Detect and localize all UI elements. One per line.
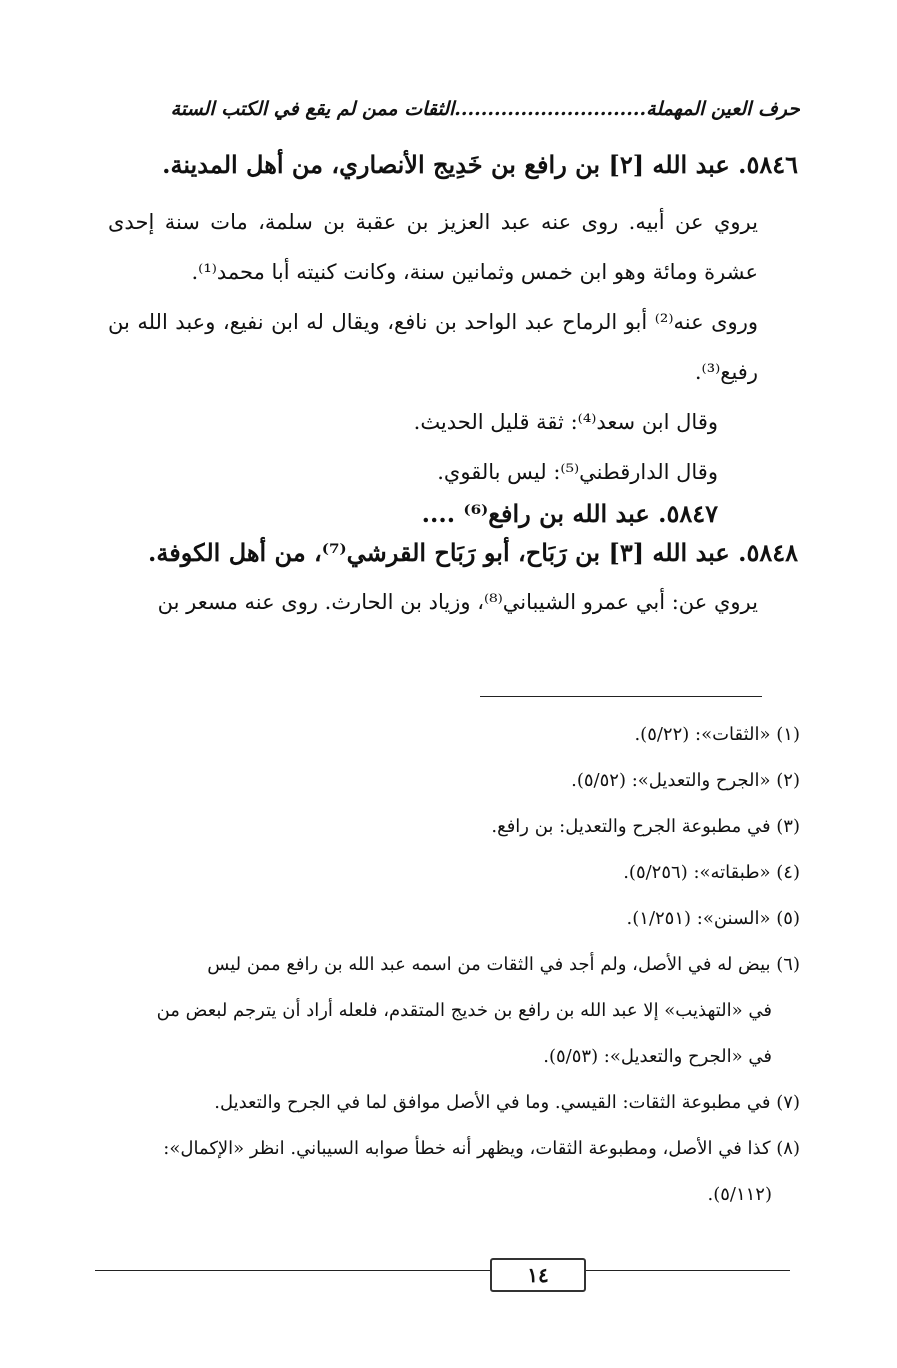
footnote-3: (٣) في مطبوعة الجرح والتعديل: بن رافع. [491, 816, 800, 837]
footer-rule [95, 1270, 790, 1271]
entry-5847-title: ٥٨٤٧. عبد الله بن رافع⁽⁶⁾ .... [421, 499, 718, 528]
footnote-8-line-2: (٥/١١٢). [707, 1184, 772, 1205]
entry-5846-daraqutni-quote: وقال الدارقطني⁽⁵⁾: ليس بالقوي. [437, 460, 718, 484]
entry-5846-ibn-saad-quote: وقال ابن سعد⁽⁴⁾: ثقة قليل الحديث. [413, 410, 718, 434]
footnote-separator [480, 696, 762, 697]
entry-5846-paragraph-2: وروى عنه⁽²⁾ أبو الرماح عبد الواحد بن نافع، ويقال له ابن نفيع، وعبد الله بن رفيع⁽³⁾. [108, 310, 758, 384]
footnote-8-line-1: (٨) كذا في الأصل، ومطبوعة الثقات، ويظهر أنه خطأ صوابه السيباني. انظر «الإكمال»: [163, 1138, 800, 1159]
entry-5848-paragraph-1: يروي عن: أبي عمرو الشيباني⁽⁸⁾، وزياد بن الحارث. روى عنه مسعر بن [157, 590, 758, 614]
footnote-7: (٧) في مطبوعة الثقات: القيسي. وما في الأصل موافق لما في الجرح والتعديل. [214, 1092, 800, 1113]
footnote-6-line-2: في «التهذيب» إلا عبد الله بن رافع بن خديج المتقدم، فلعله أراد أن يترجم لبعض من [156, 1000, 772, 1021]
footnote-6-line-1: (٦) بيض له في الأصل، ولم أجد في الثقات من اسمه عبد الله بن رافع ممن ليس [207, 954, 800, 975]
main-text [108, 150, 798, 627]
running-header: حرف العين المهملة.............................الثقات ممن لم يقع في الكتب الستة [170, 98, 800, 120]
footnote-4: (٤) «طبقاته»: (٥/٢٥٦). [623, 862, 800, 883]
page-number: ١٤ [490, 1258, 586, 1292]
footnote-6-line-3: في «الجرح والتعديل»: (٥/٥٣). [543, 1046, 772, 1067]
page-footer [95, 1258, 790, 1298]
entry-5846-paragraph-1: يروي عن أبيه. روى عنه عبد العزيز بن عقبة بن سلمة، مات سنة إحدى عشرة ومائة وهو ابن خمس وثمانين سنة، وكانت كنيته أبا محمد⁽¹⁾. [108, 210, 758, 284]
footnote-1: (١) «الثقات»: (٥/٢٢). [634, 724, 800, 745]
entry-5848-title: ٥٨٤٨. عبد الله [٣] بن رَبَاح، أبو رَبَاح القرشي⁽⁷⁾، من أهل الكوفة. [148, 538, 798, 567]
footnote-2: (٢) «الجرح والتعديل»: (٥/٥٢). [571, 770, 800, 791]
footnotes [108, 712, 800, 1218]
entry-5846-title: ٥٨٤٦. عبد الله [٢] بن رافع بن خَدِيج الأنصاري، من أهل المدينة. [162, 150, 798, 179]
footnote-5: (٥) «السنن»: (١/٢٥١). [626, 908, 800, 929]
